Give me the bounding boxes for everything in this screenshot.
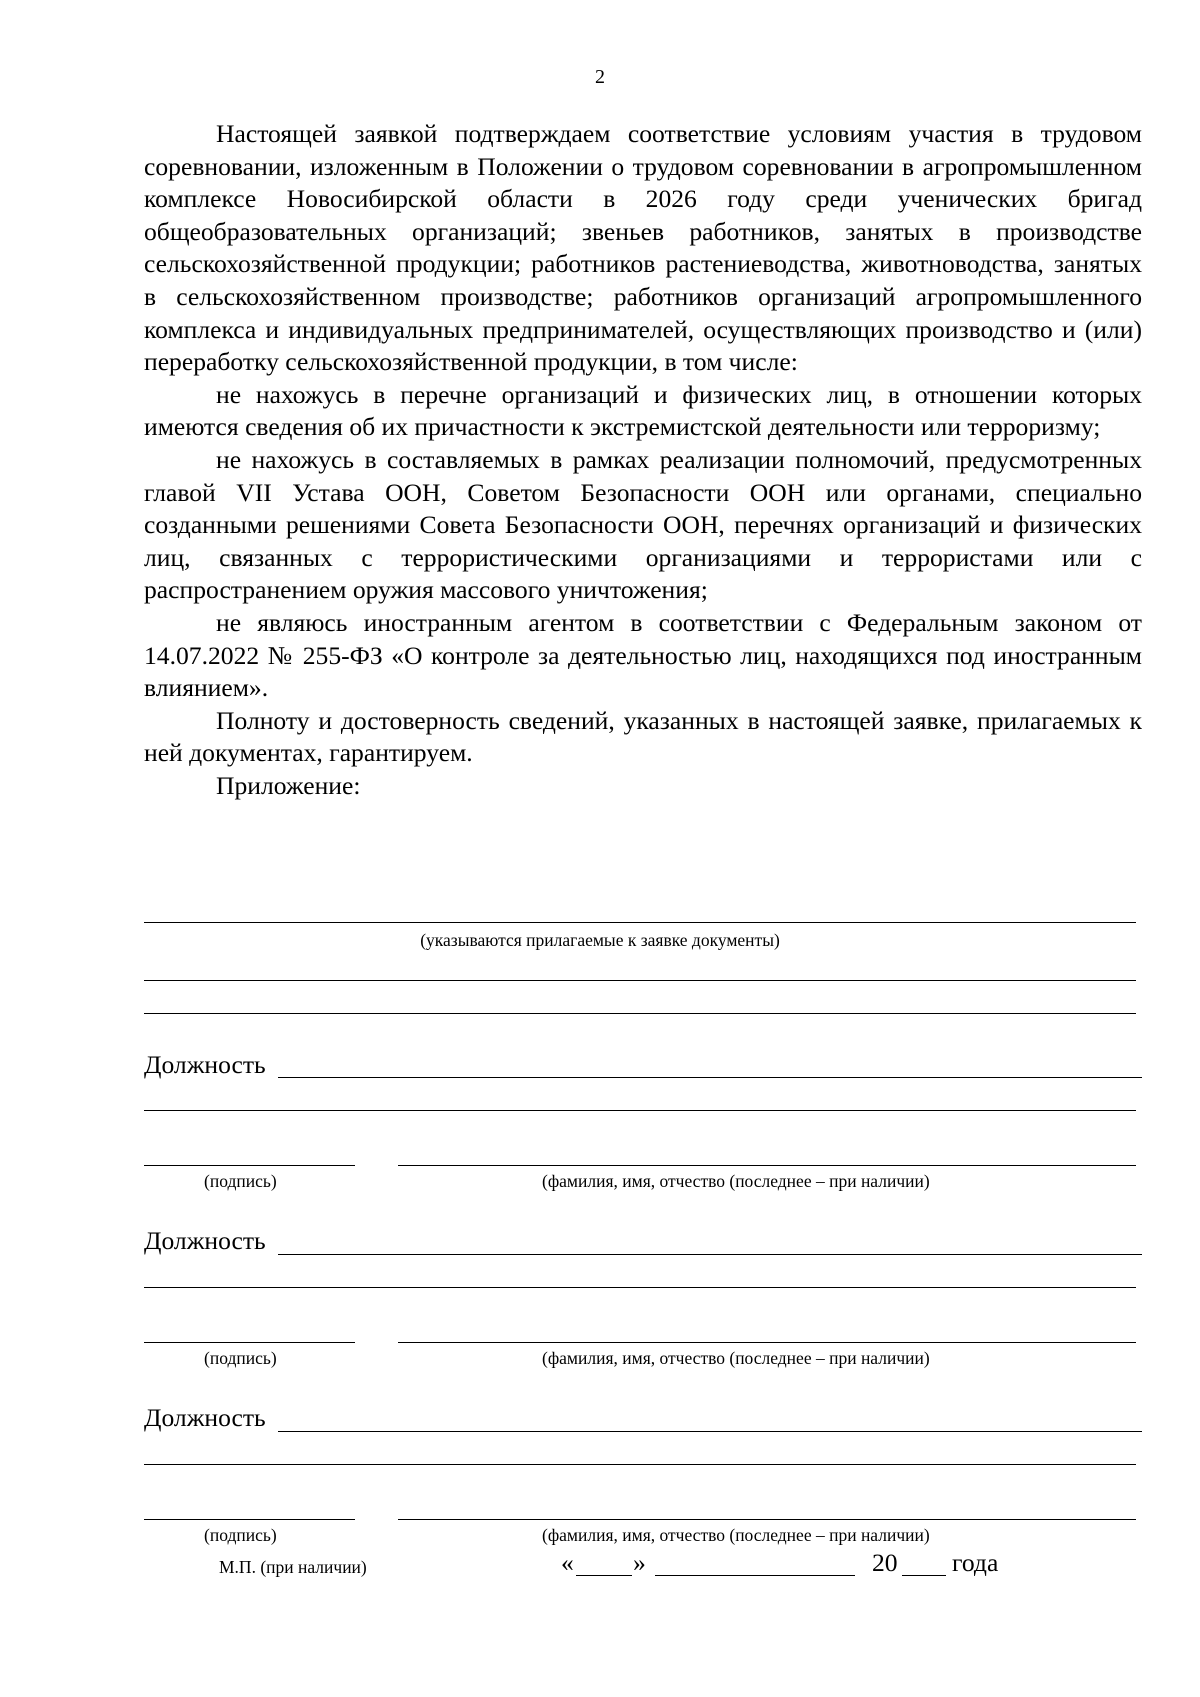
signature-caption: (подпись): [204, 1525, 277, 1545]
full-name-line[interactable]: [398, 1342, 1136, 1343]
position-continuation-line[interactable]: [144, 1110, 1136, 1111]
signature-caption: (подпись): [204, 1348, 277, 1368]
full-name-line[interactable]: [398, 1165, 1136, 1166]
position-label: Должность: [144, 1050, 266, 1079]
position-field[interactable]: [278, 1077, 1142, 1078]
application-body: [144, 118, 1142, 802]
date-month-field[interactable]: [655, 1575, 855, 1576]
page-number: 2: [595, 66, 605, 88]
position-field[interactable]: [278, 1431, 1142, 1432]
position-continuation-line[interactable]: [144, 1464, 1136, 1465]
full-name-caption: (фамилия, имя, отчество (последнее – при наличии): [542, 1525, 930, 1545]
full-name-caption: (фамилия, имя, отчество (последнее – при наличии): [542, 1171, 930, 1191]
signature-line[interactable]: [144, 1165, 355, 1166]
position-label: Должность: [144, 1403, 266, 1432]
position-label: Должность: [144, 1226, 266, 1255]
paragraph-foreign-agent: не являюсь иностранным агентом в соответствии с Федеральным законом от 14.07.2022 № 255-ФЗ «О контроле за деятельностью лиц, находящихся под иностранным влиянием».: [144, 607, 1142, 703]
signature-line[interactable]: [144, 1342, 355, 1343]
signature-caption: (подпись): [204, 1171, 277, 1191]
date-day-field[interactable]: [576, 1575, 632, 1576]
signature-line[interactable]: [144, 1519, 355, 1520]
date-close-quote: »: [633, 1548, 646, 1577]
full-name-line[interactable]: [398, 1519, 1136, 1520]
attachments-line-3[interactable]: [144, 1013, 1136, 1014]
date-year-field[interactable]: [902, 1575, 946, 1576]
attachments-line-2[interactable]: [144, 980, 1136, 981]
date-century: 20: [872, 1548, 898, 1577]
attachments-heading: Приложение:: [216, 770, 361, 800]
paragraph-guarantee: Полноту и достоверность сведений, указанных в настоящей заявке, прилагаемых к ней документах, гарантируем.: [144, 705, 1142, 768]
attachments-caption: (указываются прилагаемые к заявке документы): [420, 930, 780, 950]
full-name-caption: (фамилия, имя, отчество (последнее – при наличии): [542, 1348, 930, 1368]
paragraph-extremism: не нахожусь в перечне организаций и физических лиц, в отношении которых имеются сведения об их причастности к экстремистской деятельности или терроризму;: [144, 379, 1142, 442]
date-open-quote: «: [561, 1548, 574, 1577]
attachments-line-1[interactable]: [144, 922, 1136, 923]
position-continuation-line[interactable]: [144, 1287, 1136, 1288]
seal-note: М.П. (при наличии): [219, 1557, 367, 1577]
paragraph-confirmation: Настоящей заявкой подтверждаем соответствие условиям участия в трудовом соревновании, изложенным в Положении о трудовом соревновании в агропромышленном комплексе Новосибирской области в 2026 году среди ученических бригад общеобразовательных организаций; звеньев работников, занятых в производстве сельскохозяйственной продукции; работников растениеводства, животноводства, занятых в сельскохозяйственном производстве; работников организаций агропромышленного комплекса и индивидуальных предпринимателей, осуществляющих производство и (или) переработку сельскохозяйственной продукции, в том числе:: [144, 119, 1142, 377]
date-suffix: года: [952, 1548, 999, 1577]
paragraph-un-lists: не нахожусь в составляемых в рамках реализации полномочий, предусмотренных главой VII Устава ООН, Советом Безопасности ООН или органами, специально созданными решениями Совета Безопасности ООН, перечнях организаций и физических лиц, связанных с террористическими организациями и террористами или с распространением оружия массового уничтожения;: [144, 444, 1142, 605]
position-field[interactable]: [278, 1254, 1142, 1255]
